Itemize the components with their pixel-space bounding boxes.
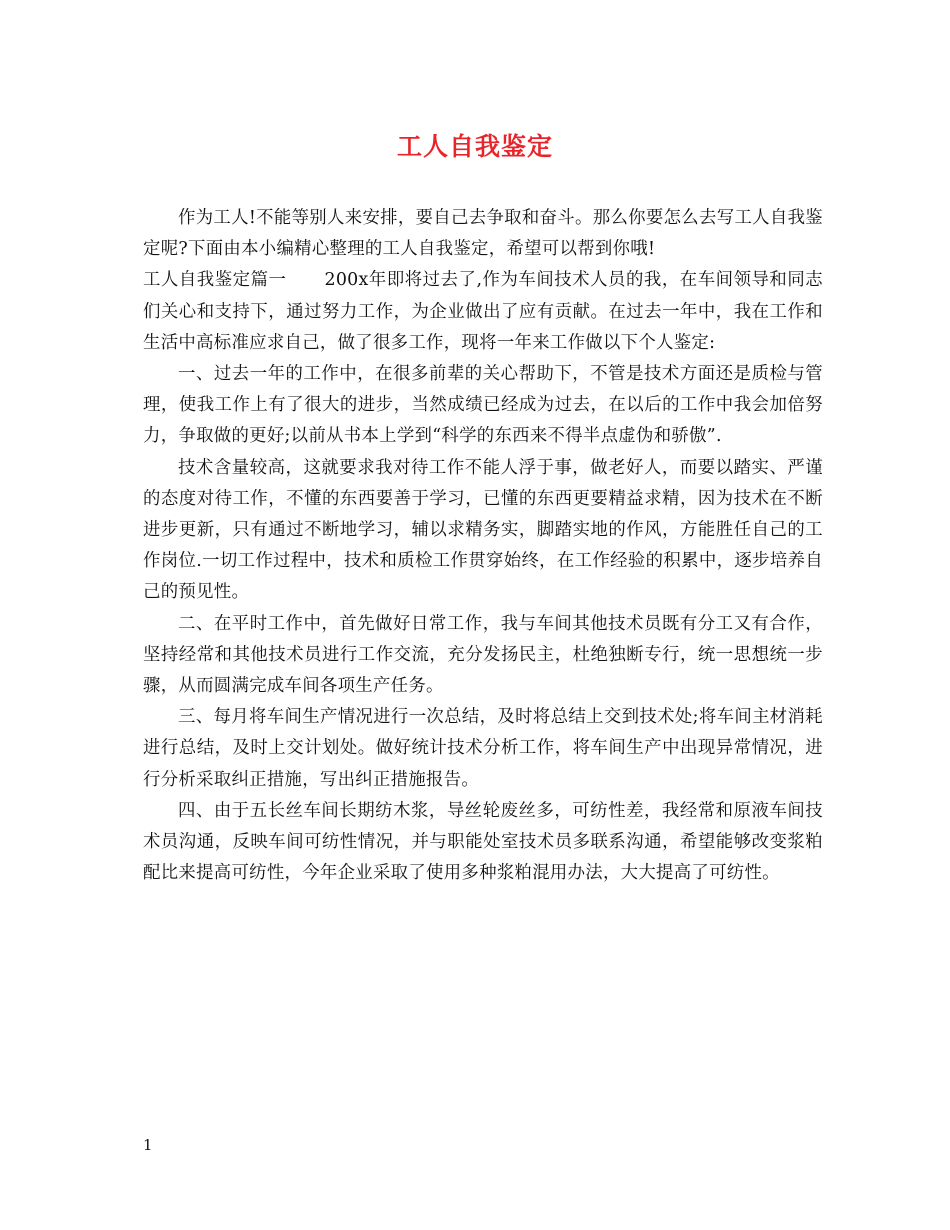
document-body — [143, 203, 823, 889]
paragraph-4: 三、每月将车间生产情况进行一次总结，及时将总结上交到技术处;将车间主材消耗进行总结，及时上交计划处。做好统计技术分析工作，将车间生产中出现异常情况，进行分析采取纠正措施，写出纠正措施报告。 — [143, 707, 823, 790]
paragraph-1: 一、过去一年的工作中，在很多前辈的关心帮助下，不管是技术方面还是质检与管理，使我工作上有了很大的进步，当然成绩已经成为过去，在以后的工作中我会加倍努力，争取做的更好;以前从书本上学到“科学的东西来不得半点虚伪和骄傲”. — [143, 364, 823, 447]
intro-paragraph: 作为工人!不能等别人来安排，要自己去争取和奋斗。那么你要怎么去写工人自我鉴定呢?下面由本小编精心整理的工人自我鉴定，希望可以帮到你哦! — [143, 208, 823, 260]
paragraph-2: 技术含量较高，这就要求我对待工作不能人浮于事，做老好人，而要以踏实、严谨的态度对待工作，不懂的东西要善于学习，已懂的东西更要精益求精，因为技术在不断进步更新，只有通过不断地学习，辅以求精务实，脚踏实地的作风，方能胜任自己的工作岗位.一切工作过程中，技术和质检工作贯穿始终，在工作经验的积累中，逐步培养自己的预见性。 — [143, 457, 823, 603]
section-opening: 200x年即将过去了,作为车间技术人员的我，在车间领导和同志们关心和支持下，通过努力工作，为企业做出了应有贡献。在过去一年中，我在工作和生活中高标准应求自己，做了很多工作，现将一年来工作做以下个人鉴定: — [143, 270, 823, 353]
section-paragraph — [143, 265, 823, 359]
section-label: 工人自我鉴定篇一 — [143, 270, 287, 291]
document-title: 工人自我鉴定 — [396, 132, 553, 161]
paragraph-3: 二、在平时工作中，首先做好日常工作，我与车间其他技术员既有分工又有合作，坚持经常和其他技术员进行工作交流，充分发扬民主，杜绝独断专行，统一思想统一步骤，从而圆满完成车间各项生产任务。 — [143, 613, 823, 697]
paragraph-5: 四、由于五长丝车间长期纺木浆，导丝轮废丝多，可纺性差，我经常和原液车间技术员沟通，反映车间可纺性情况，并与职能处室技术员多联系沟通，希望能够改变浆粕配比来提高可纺性，今年企业采取了使用多种浆粕混用办法，大大提高了可纺性。 — [143, 800, 823, 884]
page-number: 1 — [143, 1136, 153, 1154]
